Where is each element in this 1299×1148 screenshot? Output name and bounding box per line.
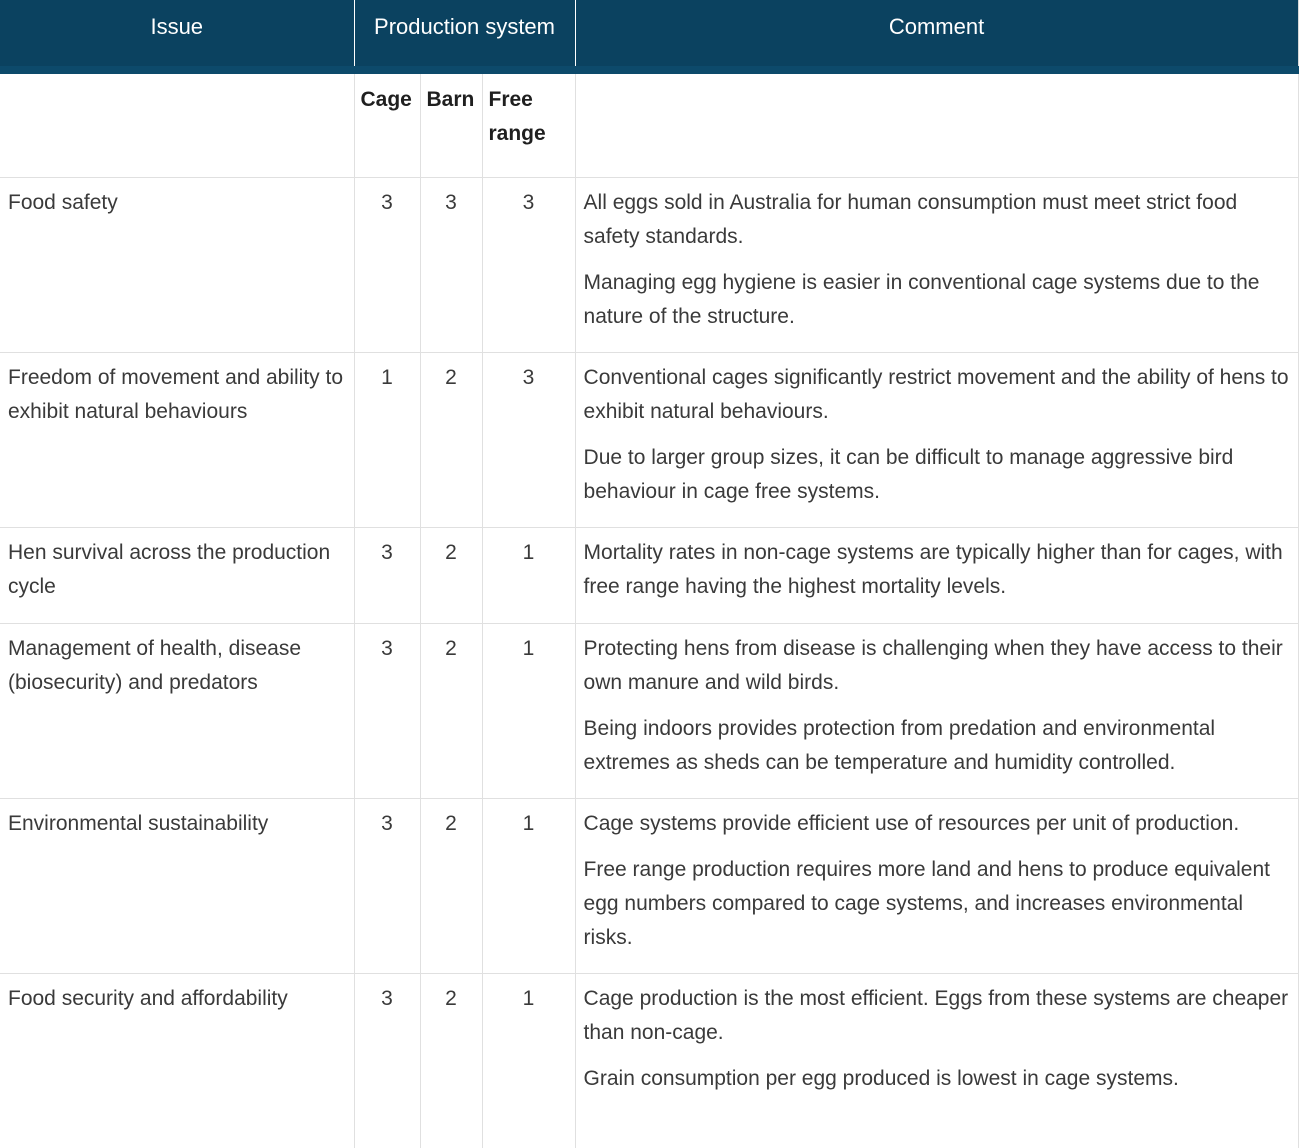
- issue-cell: Food security and affordability: [0, 974, 354, 1148]
- barn-score: 2: [420, 624, 482, 799]
- cage-score: 3: [354, 624, 420, 799]
- table-row: [0, 178, 1298, 353]
- comment-paragraph: All eggs sold in Australia for human consumption must meet strict food safety standards.: [584, 186, 1290, 254]
- barn-score: 3: [420, 178, 482, 353]
- cage-score: 3: [354, 974, 420, 1148]
- comment-cell: [575, 974, 1298, 1148]
- comment-paragraph: Free range production requires more land and hens to produce equivalent egg numbers compared to cage systems, and increases environmental risks.: [584, 853, 1290, 955]
- comment-cell: [575, 353, 1298, 528]
- comment-cell: [575, 624, 1298, 799]
- subheader-empty-issue: [0, 70, 354, 178]
- table-row: [0, 799, 1298, 974]
- subheader-free-range: Free range: [482, 70, 575, 178]
- free-range-score: 1: [482, 799, 575, 974]
- cage-score: 3: [354, 528, 420, 624]
- comment-cell: [575, 178, 1298, 353]
- free-range-score: 1: [482, 974, 575, 1148]
- comment-paragraph: Being indoors provides protection from predation and environmental extremes as sheds can be temperature and humidity controlled.: [584, 712, 1290, 780]
- comment-paragraph: Protecting hens from disease is challenging when they have access to their own manure and wild birds.: [584, 632, 1290, 700]
- subheader-cage: Cage: [354, 70, 420, 178]
- comment-paragraph: Managing egg hygiene is easier in conventional cage systems due to the nature of the structure.: [584, 266, 1290, 334]
- comment-paragraph: Due to larger group sizes, it can be difficult to manage aggressive bird behaviour in cage free systems.: [584, 441, 1290, 509]
- cage-score: 1: [354, 353, 420, 528]
- cage-score: 3: [354, 799, 420, 974]
- table-row: [0, 624, 1298, 799]
- free-range-score: 3: [482, 178, 575, 353]
- barn-score: 2: [420, 974, 482, 1148]
- free-range-score: 1: [482, 624, 575, 799]
- table-row: [0, 353, 1298, 528]
- subheader-empty-comment: [575, 70, 1298, 178]
- comment-cell: [575, 799, 1298, 974]
- cage-score: 3: [354, 178, 420, 353]
- issue-cell: Hen survival across the production cycle: [0, 528, 354, 624]
- issue-cell: Environmental sustainability: [0, 799, 354, 974]
- subheader-barn: Barn: [420, 70, 482, 178]
- comment-paragraph: Mortality rates in non-cage systems are typically higher than for cages, with free range having the highest mortality levels.: [584, 536, 1290, 604]
- subheader-row: [0, 70, 1298, 178]
- comment-paragraph: Cage production is the most efficient. Eggs from these systems are cheaper than non-cage.: [584, 982, 1290, 1050]
- table-row: [0, 974, 1298, 1148]
- issue-cell: Food safety: [0, 178, 354, 353]
- table-row: [0, 528, 1298, 624]
- issue-cell: Management of health, disease (biosecurity) and predators: [0, 624, 354, 799]
- free-range-score: 1: [482, 528, 575, 624]
- comment-paragraph: Cage systems provide efficient use of resources per unit of production.: [584, 807, 1290, 841]
- header-comment: Comment: [575, 0, 1298, 70]
- barn-score: 2: [420, 528, 482, 624]
- barn-score: 2: [420, 353, 482, 528]
- issue-cell: Freedom of movement and ability to exhibit natural behaviours: [0, 353, 354, 528]
- barn-score: 2: [420, 799, 482, 974]
- free-range-score: 3: [482, 353, 575, 528]
- header-production-system: Production system: [354, 0, 575, 70]
- comment-paragraph: Grain consumption per egg produced is lowest in cage systems.: [584, 1062, 1290, 1096]
- comment-paragraph: Conventional cages significantly restrict movement and the ability of hens to exhibit natural behaviours.: [584, 361, 1290, 429]
- table-header-row: [0, 0, 1298, 70]
- header-issue: Issue: [0, 0, 354, 70]
- comment-cell: [575, 528, 1298, 624]
